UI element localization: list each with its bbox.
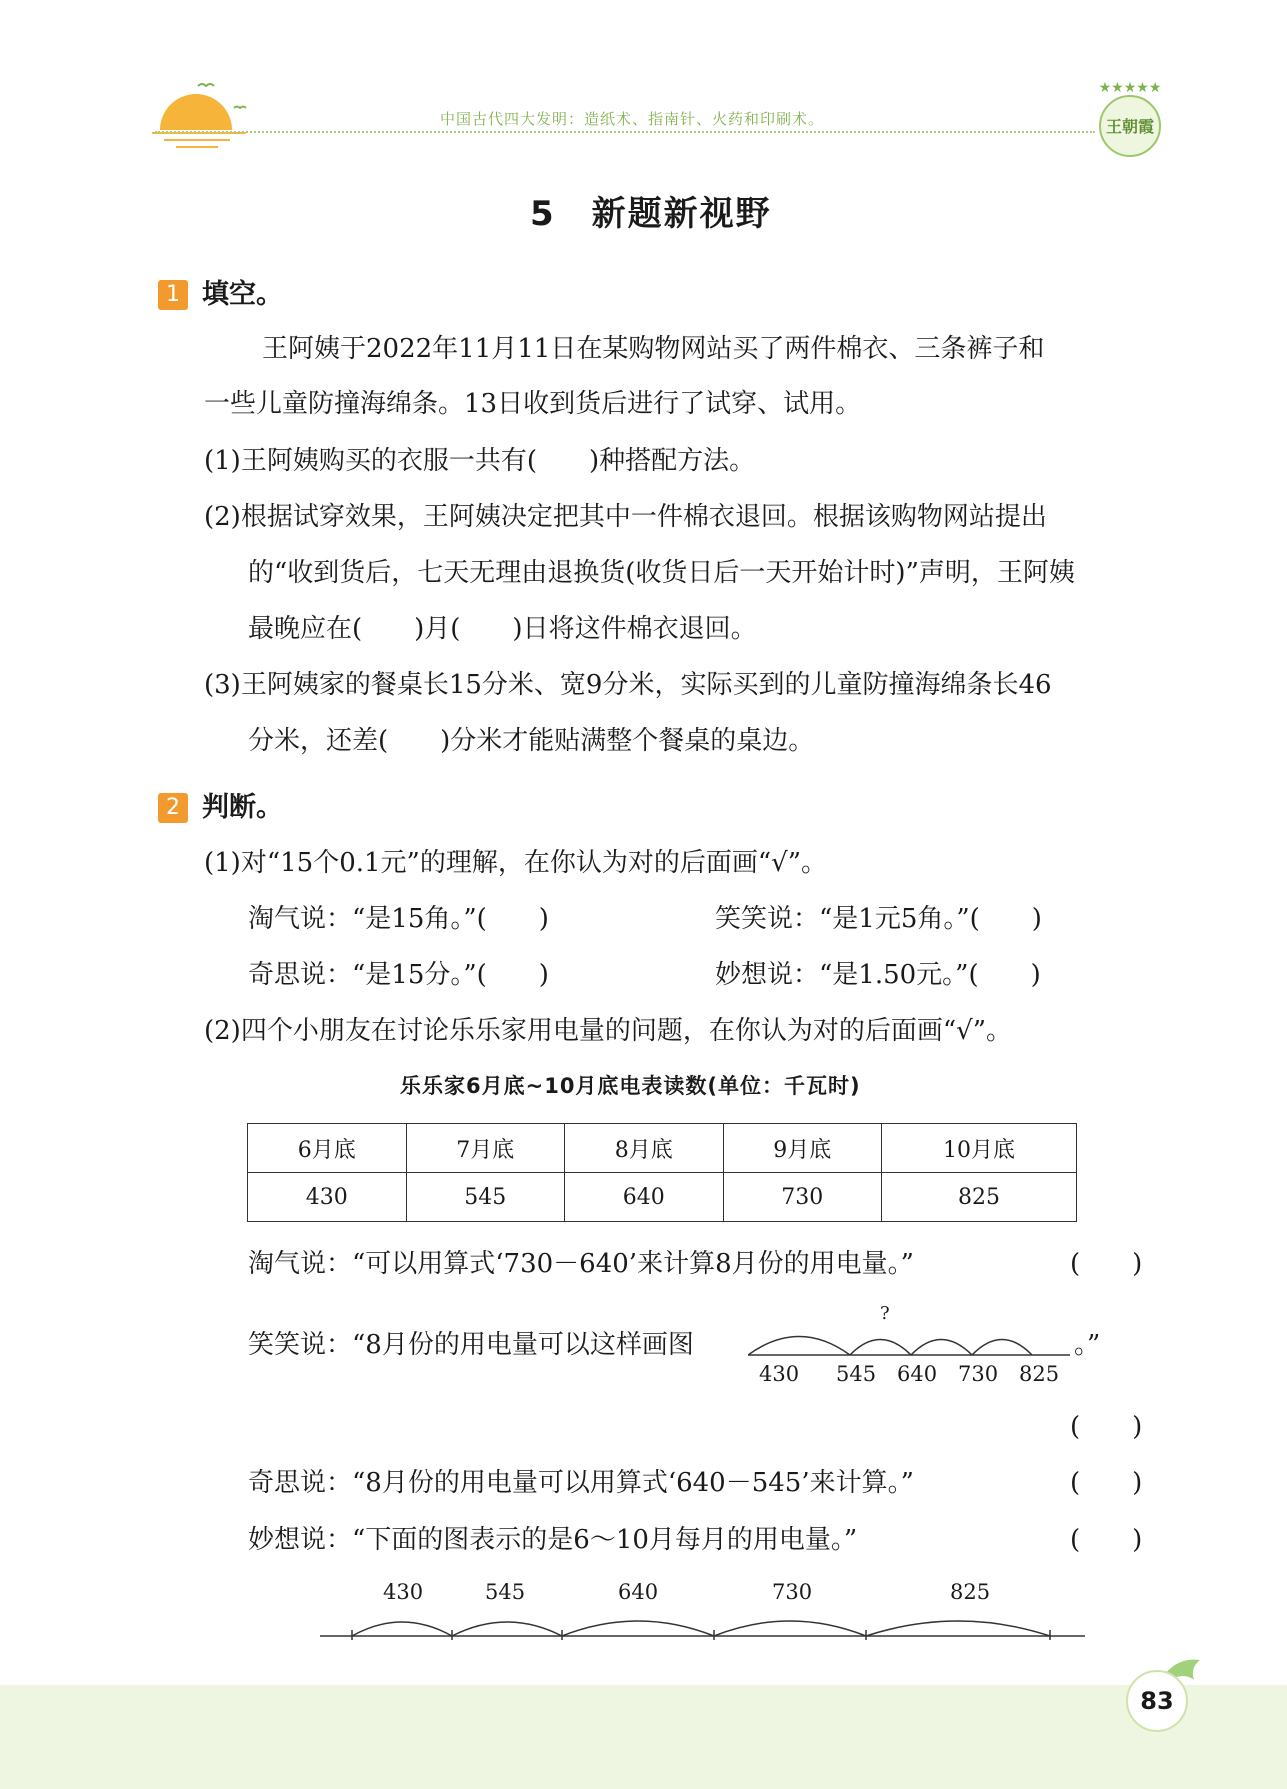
s2-p1-miaoxiang: 妙想说：“是1.50元。”( ) [715,960,1041,990]
table-header-cell: 6月底 [248,1124,407,1173]
diagram2-label: 430 [383,1580,424,1604]
statement-qisi: 奇思说：“8月份的用电量可以用算式‘640－545’来计算。” [248,1468,914,1498]
diagram1-question-mark: ? [880,1303,890,1324]
s1-q3-line2: 分米，还差( )分米才能贴满整个餐桌的桌边。 [248,726,815,756]
s2-p1-stem: (1)对“15个0.1元”的理解，在你认为对的后面画“√”。 [204,848,827,878]
table-value-cell: 825 [882,1173,1077,1222]
header-banner: 中国古代四大发明：造纸术、指南针、火药和印刷术。 [440,110,825,128]
s1-q1: (1)王阿姨购买的衣服一共有( )种搭配方法。 [204,446,756,476]
answer-paren-2: ( ) [1070,1412,1143,1442]
footer-green-band [0,1685,1287,1789]
diagram-segments-2 [320,1600,1085,1640]
s2-p1-qisi: 奇思说：“是15分。”( ) [248,960,549,990]
statement-taoqi: 淘气说：“可以用算式‘730－640’来计算8月份的用电量。” [248,1249,914,1279]
table-value-row [248,1173,1077,1222]
section1-heading: 填空。 [202,279,283,310]
header-sun-decoration [150,78,260,153]
s1-q3-line1: (3)王阿姨家的餐桌长15分米、宽9分米，实际买到的儿童防撞海绵条长46 [204,670,1052,700]
table-header-cell: 7月底 [406,1124,565,1173]
s1-q2-line1: (2)根据试穿效果，王阿姨决定把其中一件棉衣退回。根据该购物网站提出 [204,502,1047,532]
brand-logo [1090,78,1170,168]
answer-paren-4: ( ) [1070,1525,1143,1555]
s1-intro-line1: 王阿姨于2022年11月11日在某购物网站买了两件棉衣、三条裤子和 [262,334,1045,364]
table-header-cell: 8月底 [565,1124,724,1173]
diagram2-label: 730 [772,1580,813,1604]
table-caption: 乐乐家6月底~10月底电表读数(单位：千瓦时) [400,1074,861,1098]
table-value-cell: 730 [723,1173,882,1222]
diagram2-label: 825 [950,1580,991,1604]
s1-intro-line2: 一些儿童防撞海绵条。13日收到货后进行了试穿、试用。 [204,389,862,419]
statement-xiaoxiao-suffix: 。” [1074,1330,1101,1360]
table-header-cell: 9月底 [723,1124,882,1173]
page-title: 5 新题新视野 [530,194,772,234]
s1-q2-line2: 的“收到货后，七天无理由退换货(收货日后一天开始计时)”声明，王阿姨 [248,558,1075,588]
table-value-cell: 430 [248,1173,407,1222]
svg-text:★★★★★: ★★★★★ [1098,80,1162,96]
logo-text: 王朝霞 [1105,117,1154,136]
answer-paren-3: ( ) [1070,1468,1143,1498]
s2-p2-stem: (2)四个小朋友在讨论乐乐家用电量的问题，在你认为对的后面画“√”。 [204,1016,1012,1046]
section1-badge: 1 [158,280,188,310]
statement-miaoxiang: 妙想说：“下面的图表示的是6～10月每月的用电量。” [248,1525,858,1555]
table-header-cell: 10月底 [882,1124,1077,1173]
diagram-segments-1 [748,1300,1078,1370]
table-value-cell: 640 [565,1173,724,1222]
diagram2-label: 640 [618,1580,659,1604]
table-value-cell: 545 [406,1173,565,1222]
diagram1-label: 730 [958,1362,999,1386]
section2-badge: 2 [158,793,188,823]
header-dotted-rule [155,131,1095,133]
diagram1-label: 430 [759,1362,800,1386]
statement-xiaoxiao-prefix: 笑笑说：“8月份的用电量可以这样画图 [248,1330,694,1360]
s1-q2-line3: 最晚应在( )月( )日将这件棉衣退回。 [248,614,757,644]
meter-reading-table [247,1123,1077,1222]
diagram1-label: 825 [1019,1362,1060,1386]
s2-p1-xiaoxiao: 笑笑说：“是1元5角。”( ) [715,904,1042,934]
diagram2-label: 545 [485,1580,526,1604]
s2-p1-taoqi: 淘气说：“是15角。”( ) [248,904,549,934]
diagram1-label: 545 [836,1362,877,1386]
diagram1-label: 640 [897,1362,938,1386]
answer-paren-1: ( ) [1070,1249,1143,1279]
table-header-row [248,1124,1077,1173]
page-number: 83 [1126,1670,1188,1732]
section2-heading: 判断。 [202,792,283,823]
